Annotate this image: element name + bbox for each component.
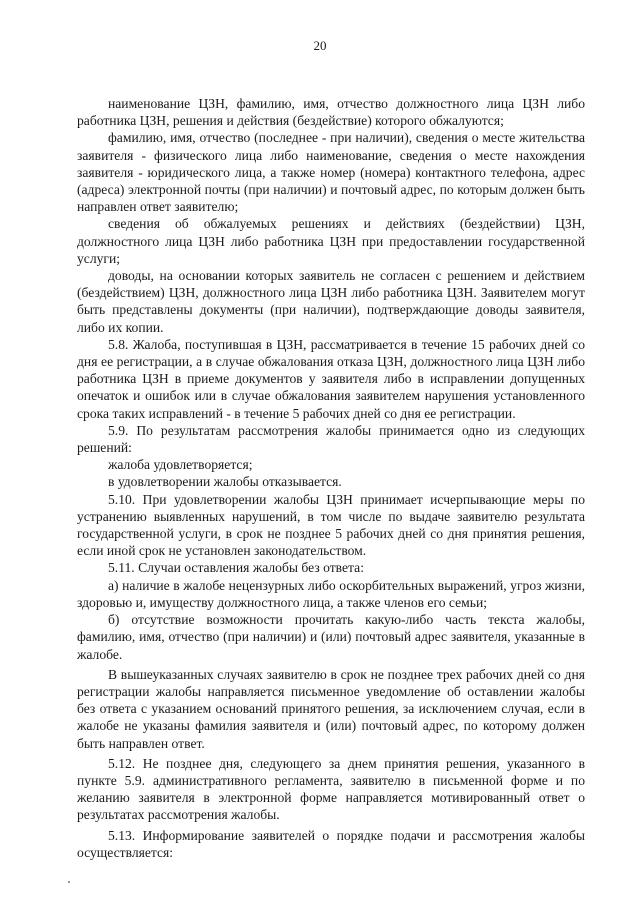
- paragraph: 5.13. Информирование заявителей о порядке подачи и рассмотрения жалобы осуществляется:: [77, 827, 585, 860]
- paragraph: жалоба удовлетворяется;: [108, 457, 253, 473]
- paragraph: 5.11. Случаи оставления жалобы без ответа:: [108, 560, 364, 576]
- paragraph: а) наличие в жалобе нецензурных либо оскорбительных выражений, угроз жизни, здоровью и, имуществу должностного лица, а также членов его семьи;: [77, 577, 585, 610]
- paragraph: 5.12. Не позднее дня, следующего за днем принятия решения, указанного в пункте 5.9. административного регламента, заявителю в письменной форме и по желанию заявителя в электронной форме направляется мотивированный ответ о результатах рассмотрения жалобы.: [77, 755, 585, 823]
- paragraph: доводы, на основании которых заявитель не согласен с решением и действием (бездействием) ЦЗН, должностного лица ЦЗН либо работника ЦЗН. Заявителем могут быть представлены документы (при наличии), подтверждающие доводы заявителя, либо их копии.: [77, 268, 585, 335]
- paragraph: сведения об обжалуемых решениях и действиях (бездействии) ЦЗН, должностного лица ЦЗН либо работника ЦЗН при предоставлении государственной услуги;: [77, 216, 585, 266]
- scan-speck: [68, 881, 70, 883]
- paragraph: 5.9. По результатам рассмотрения жалобы принимается одно из следующих решений:: [77, 422, 585, 456]
- paragraph: 5.8. Жалоба, поступившая в ЦЗН, рассматривается в течение 15 рабочих дней со дня ее регистрации, а в случае обжалования отказа ЦЗН, должностного лица ЦЗН либо работника ЦЗН в приеме документов у заявителя либо в исправлении допущенных опечаток и ошибок или в случае обжалования заявителем нарушения установленного срока таких исправлений - в течение 5 рабочих дней со дня ее регистрации.: [77, 336, 585, 421]
- document-body: [77, 95, 585, 861]
- paragraph: фамилию, имя, отчество (последнее - при наличии), сведения о месте жительства заявителя - физического лица либо наименование, сведения о месте нахождения заявителя - юридического лица, а также номер (номера) контактного телефона, адрес (адреса) электронной почты (при наличии) и почтовый адрес, по которым должен быть направлен ответ заявителю;: [77, 130, 585, 215]
- paragraph: б) отсутствие возможности прочитать какую-либо часть текста жалобы, фамилию, имя, отчество (при наличии) и (или) почтовый адрес заявителя, указанные в жалобе.: [77, 612, 585, 662]
- paragraph: В вышеуказанных случаях заявителю в срок не позднее трех рабочих дней со дня регистрации жалобы направляется письменное уведомление об оставлении жалобы без ответа с указанием оснований принятого решения, за исключением случая, если в жалобе не указаны фамилия заявителя и (или) почтовый адрес, по которому должен быть направлен ответ.: [77, 666, 585, 751]
- page-number: 20: [313, 38, 327, 53]
- paragraph: 5.10. При удовлетворении жалобы ЦЗН принимает исчерпывающие меры по устранению выявленных нарушений, в том числе по выдаче заявителю результата государственной услуги, в срок не позднее 5 рабочих дней со дня принятия решения, если иной срок не установлен законодательством.: [77, 491, 585, 559]
- paragraph: в удовлетворении жалобы отказывается.: [108, 474, 342, 490]
- paragraph: наименование ЦЗН, фамилию, имя, отчество должностного лица ЦЗН либо работника ЦЗН, решения и действия (бездействие) которого обжалуются;: [77, 96, 585, 129]
